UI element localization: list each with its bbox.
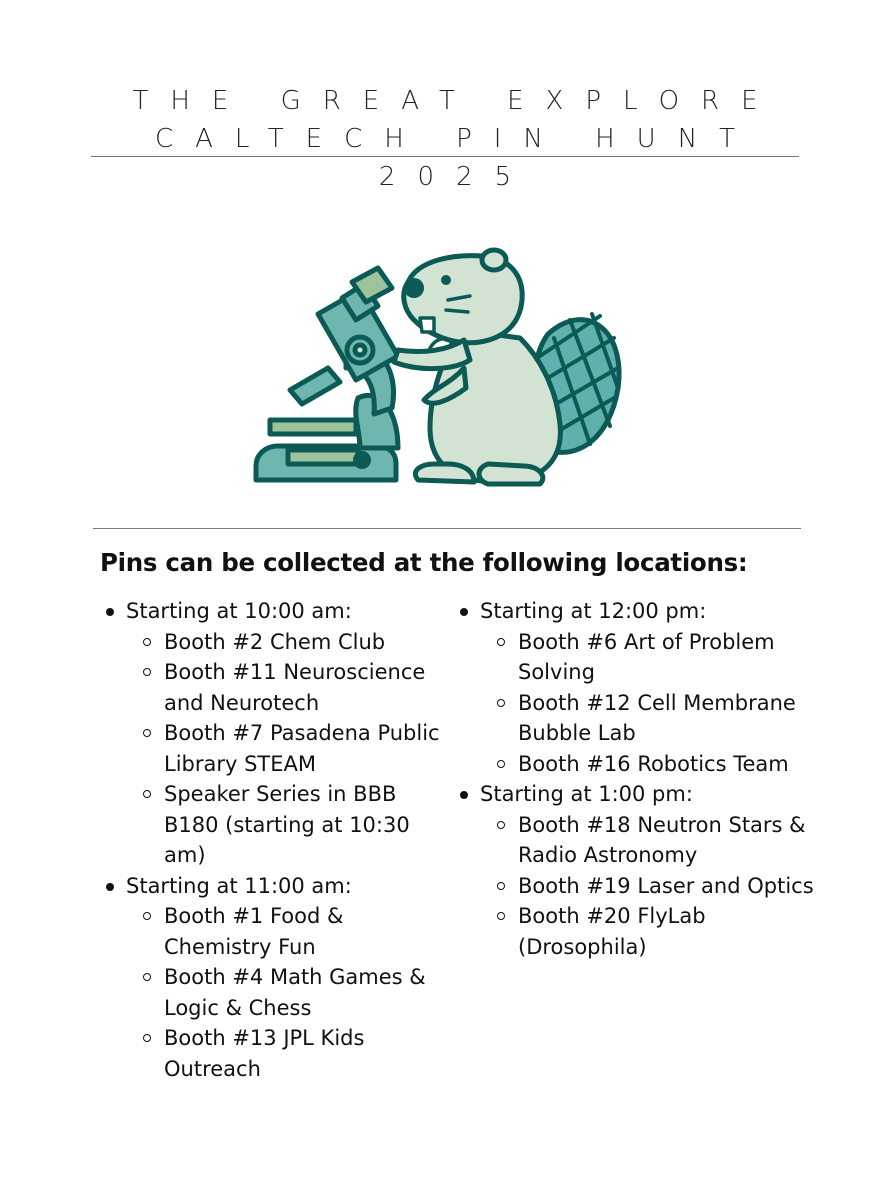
schedule-column-left <box>104 596 449 1084</box>
schedule-time: Starting at 12:00 pm: <box>480 599 707 623</box>
schedule-block <box>104 596 449 871</box>
beaver-microscope-icon <box>248 238 628 490</box>
section-divider <box>93 528 801 529</box>
location-item: Booth #12 Cell Membrane Bubble Lab <box>480 688 818 749</box>
location-item: Booth #6 Art of Problem Solving <box>480 627 818 688</box>
schedule-block <box>458 596 803 779</box>
schedule-time: Starting at 11:00 am: <box>126 873 352 898</box>
title-line-1: THE GREAT EXPLORE <box>132 86 780 116</box>
title-year: 2025 <box>378 162 534 192</box>
locations-heading: Pins can be collected at the following locations: <box>100 548 748 577</box>
location-item: Booth #13 JPL Kids Outreach <box>126 1023 454 1084</box>
schedule-time: Starting at 1:00 pm: <box>480 782 693 806</box>
location-item: Booth #2 Chem Club <box>126 627 454 658</box>
schedule-block <box>458 779 814 962</box>
location-item: Booth #20 FlyLab (Drosophila) <box>480 901 818 962</box>
title-divider <box>91 156 799 157</box>
schedule-block <box>104 871 449 1085</box>
location-item: Booth #7 Pasadena Public Library STEAM <box>126 718 454 779</box>
location-item: Booth #4 Math Games & Logic & Chess <box>126 962 454 1023</box>
schedule-column-right <box>458 596 814 962</box>
location-item: Booth #18 Neutron Stars & Radio Astronomy <box>480 810 818 871</box>
location-item: Booth #1 Food & Chemistry Fun <box>126 901 454 962</box>
location-item: Speaker Series in BBB B180 (starting at 10:30 am) <box>126 779 454 871</box>
location-item: Booth #19 Laser and Optics <box>480 871 818 902</box>
schedule-time: Starting at 10:00 am: <box>126 599 352 623</box>
location-item: Booth #16 Robotics Team <box>480 749 818 780</box>
location-item: Booth #11 Neuroscience and Neurotech <box>126 657 454 718</box>
title-line-2: CALTECH PIN HUNT <box>154 124 758 154</box>
